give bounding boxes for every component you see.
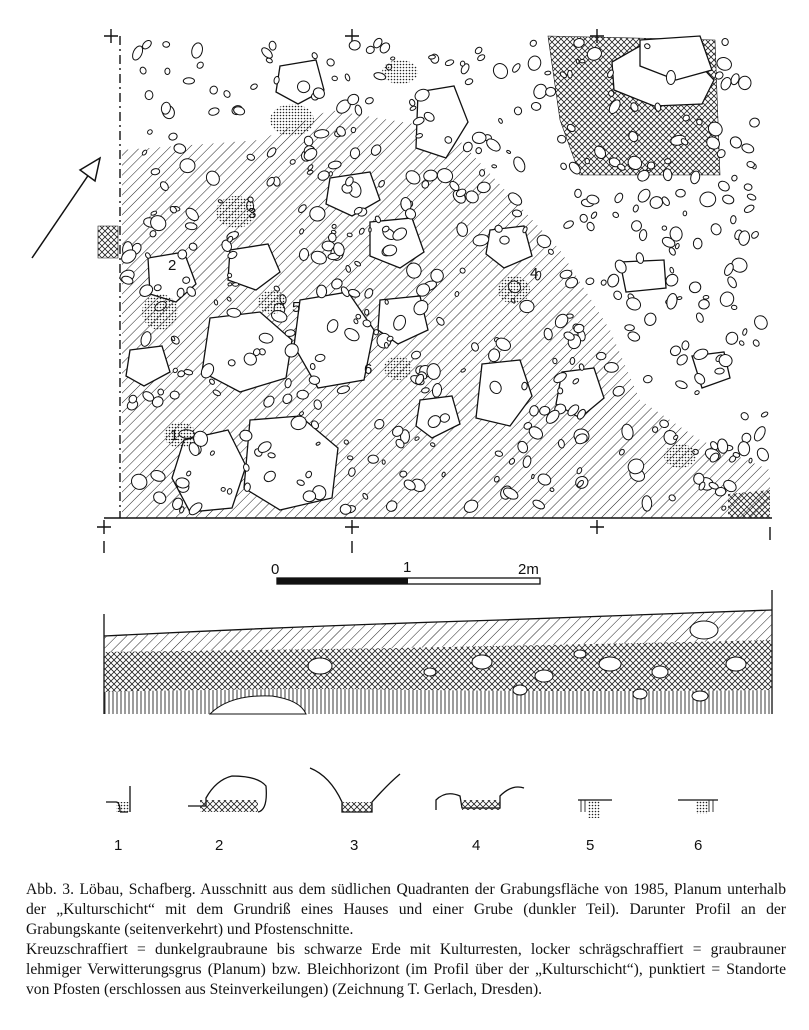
small-stone — [749, 458, 753, 463]
caption-paragraph-2: Kreuzschraffiert = dunkelgraubraune bis schwarze Erde mit Kulturresten, locker schrägschraffiert = graubrauner lehmiger Verwitterungsgrus (Planum) bzw. Bleichhorizont (im Profil über der „Kulturschicht“), punktiert = Standorte von Pfosten (erschlossen aus Steinverkeilungen) (Zeichnung T. Gerlach, Dresden). — [26, 941, 786, 998]
post-label-6: 6 — [694, 837, 703, 854]
small-stone — [746, 193, 756, 201]
small-stone — [209, 85, 219, 95]
post-label-4: 4 — [472, 837, 481, 854]
scale-bar — [271, 559, 540, 584]
small-stone — [731, 305, 737, 310]
small-stone — [492, 164, 497, 168]
small-stone — [642, 496, 652, 512]
small-stone — [722, 38, 729, 46]
small-stone — [491, 61, 511, 81]
small-stone — [613, 192, 624, 204]
small-stone — [399, 470, 407, 477]
small-stone — [472, 132, 486, 143]
small-stone — [606, 273, 621, 289]
small-stone — [373, 329, 379, 335]
small-stone — [382, 460, 385, 465]
stippled-area-a — [270, 104, 314, 136]
small-stone — [717, 179, 732, 193]
post-label-3: 3 — [350, 837, 359, 854]
small-stone — [477, 54, 486, 62]
small-stone — [183, 78, 194, 84]
small-stone — [730, 215, 736, 224]
small-stone — [742, 328, 748, 336]
small-stone — [316, 285, 326, 298]
posthole-1 — [164, 422, 196, 448]
small-stone — [157, 388, 164, 395]
small-stone — [652, 426, 658, 433]
small-stone — [180, 159, 195, 173]
small-stone — [250, 83, 258, 91]
small-stone — [409, 99, 416, 107]
small-stone — [464, 78, 473, 86]
small-stone — [693, 238, 702, 249]
small-stone — [385, 300, 389, 305]
small-stone — [309, 206, 325, 221]
small-stone — [665, 293, 678, 311]
plan-view — [32, 29, 772, 553]
small-stone — [612, 211, 620, 218]
small-stone — [163, 41, 170, 47]
small-stone — [460, 61, 465, 67]
small-stone — [604, 362, 618, 372]
small-stone — [351, 127, 356, 133]
small-stone — [428, 55, 435, 60]
post-section-labels — [114, 837, 702, 854]
post-section-1 — [106, 786, 130, 812]
small-stone — [677, 296, 682, 300]
small-stone — [170, 391, 179, 399]
small-stone — [643, 312, 657, 327]
small-stone — [427, 363, 441, 379]
small-stone — [752, 339, 760, 348]
small-stone — [739, 340, 745, 346]
small-stone — [531, 474, 534, 479]
posthole-2 — [142, 294, 178, 330]
small-stone — [715, 368, 725, 375]
small-stone — [600, 279, 607, 286]
small-stone — [368, 455, 379, 464]
small-stone — [726, 275, 738, 289]
caption-paragraph-1: Abb. 3. Löbau, Schafberg. Ausschnitt aus dem südlichen Quadranten der Grabungsfläche von 1985, Planum unterhalb der „Kulturschicht“ mit dem Grundriß eines Hauses und einer Grube (dunkler Teil). Darunter Profil an der Grabungskante (seitenverkehrt) und Pfostenschnitte. — [26, 881, 786, 938]
small-stone — [665, 159, 671, 164]
north-arrow-icon — [32, 158, 100, 258]
posthole-label-6: 6 — [364, 361, 373, 378]
small-stone — [585, 277, 594, 285]
small-stone — [349, 40, 361, 51]
stippled-area-b — [382, 60, 418, 84]
small-stone — [511, 62, 521, 73]
small-stone — [409, 105, 416, 111]
small-stone — [269, 41, 277, 51]
small-stone — [514, 106, 523, 115]
scale-tick-2m: 2m — [518, 561, 539, 578]
small-stone — [669, 267, 674, 274]
small-stone — [715, 55, 733, 72]
small-stone — [612, 290, 623, 301]
small-stone — [752, 425, 767, 443]
small-stone — [761, 411, 769, 418]
small-stone — [567, 70, 572, 78]
small-stone — [585, 158, 590, 164]
small-stone — [731, 174, 738, 182]
small-stone — [221, 487, 225, 491]
small-stone — [244, 483, 251, 492]
small-stone — [512, 155, 527, 173]
small-stone — [724, 330, 740, 346]
small-stone — [675, 379, 689, 390]
small-stone — [749, 117, 761, 128]
small-stone — [531, 102, 541, 111]
small-stone — [190, 42, 204, 59]
small-stone — [328, 233, 336, 242]
small-stone — [741, 142, 755, 154]
post-label-1: 1 — [114, 837, 123, 854]
small-stone — [479, 169, 484, 176]
small-stone — [228, 282, 233, 286]
small-stone — [579, 213, 589, 223]
small-stone — [608, 90, 614, 96]
small-stone — [557, 388, 563, 394]
small-stone — [750, 230, 760, 239]
small-stone — [738, 76, 751, 90]
small-stone — [527, 55, 543, 72]
small-stone — [521, 382, 527, 390]
post-label-2: 2 — [215, 837, 224, 854]
small-stone — [743, 204, 755, 214]
small-stone — [347, 455, 353, 460]
small-stone — [266, 57, 274, 64]
small-stone — [639, 229, 648, 241]
small-stone — [145, 91, 153, 100]
small-stone — [297, 390, 309, 399]
small-stone — [365, 309, 369, 315]
small-stone — [326, 57, 336, 67]
posthole-5 — [258, 290, 286, 314]
small-stone — [500, 236, 510, 244]
small-stone — [545, 71, 551, 75]
small-stone — [683, 211, 687, 216]
small-stone — [139, 66, 147, 75]
profile-section — [104, 590, 772, 714]
small-stone — [552, 358, 557, 364]
small-stone — [498, 118, 503, 124]
post-section-3 — [310, 768, 400, 812]
small-stone — [347, 233, 353, 237]
small-stone — [365, 97, 375, 105]
small-stone — [560, 162, 568, 170]
small-stone — [681, 340, 690, 350]
small-stone — [232, 283, 238, 287]
small-stone — [311, 52, 318, 60]
small-stone — [709, 222, 722, 236]
small-stone — [625, 295, 643, 312]
small-stone — [746, 161, 755, 169]
small-stone — [643, 375, 653, 384]
small-stone — [474, 46, 483, 55]
small-stone — [625, 324, 635, 330]
posthole-label-1: 1 — [170, 427, 179, 444]
small-stone — [662, 225, 668, 231]
small-stone — [196, 61, 205, 70]
posthole-6 — [384, 356, 412, 380]
small-stone — [627, 330, 641, 342]
small-stone — [744, 183, 753, 191]
small-stone — [390, 57, 395, 61]
small-stone — [310, 363, 316, 370]
post-section-4 — [436, 787, 524, 810]
scale-tick-1: 1 — [403, 559, 412, 576]
small-stone — [698, 299, 710, 310]
crosshatched-patch-left — [98, 226, 118, 258]
small-stone — [475, 147, 482, 154]
small-stone — [570, 357, 575, 364]
small-stone — [722, 194, 735, 205]
small-stone — [147, 129, 154, 135]
small-stone — [675, 243, 680, 249]
figure-caption — [26, 880, 786, 1000]
small-stone — [168, 132, 178, 141]
posthole-label-5: 5 — [292, 299, 301, 316]
small-stone — [576, 59, 579, 64]
small-stone — [574, 189, 581, 198]
posthole-label-4: 4 — [530, 265, 539, 282]
small-stone — [586, 221, 596, 232]
small-stone — [632, 204, 639, 212]
small-stone — [580, 59, 585, 63]
post-label-5: 5 — [586, 837, 595, 854]
post-section-6 — [678, 800, 718, 814]
small-stone — [506, 150, 511, 154]
small-stone — [666, 70, 675, 84]
small-stone — [208, 107, 220, 117]
small-stone — [695, 312, 705, 323]
small-stone — [676, 189, 686, 197]
small-stone — [165, 68, 170, 75]
small-stone — [752, 313, 770, 331]
small-stone — [728, 135, 744, 151]
small-stone — [223, 89, 232, 98]
small-stone — [228, 359, 235, 366]
posthole-label-2: 2 — [168, 257, 177, 274]
small-stone — [557, 134, 567, 144]
small-stone — [340, 504, 352, 515]
small-stone — [740, 411, 750, 421]
posthole-label-3: 3 — [248, 205, 257, 222]
small-stone — [703, 295, 709, 299]
small-stone — [698, 191, 717, 209]
post-section-2 — [188, 776, 266, 812]
small-stone — [694, 390, 700, 395]
small-stone — [384, 342, 389, 348]
small-stone — [563, 219, 575, 230]
small-stone — [590, 211, 598, 219]
small-stone — [529, 39, 538, 48]
posthole-4 — [498, 276, 530, 304]
crosshatched-patch-br — [728, 490, 770, 518]
scale-tick-0: 0 — [271, 561, 280, 578]
small-stone — [688, 280, 702, 294]
small-stone — [227, 488, 232, 494]
stippled-area-c — [664, 444, 696, 468]
post-section-5 — [578, 800, 612, 818]
small-stone — [332, 76, 338, 81]
post-sections — [106, 768, 718, 818]
small-stone — [648, 195, 664, 211]
small-stone — [596, 352, 606, 360]
small-stone — [755, 446, 771, 463]
small-stone — [344, 73, 350, 81]
small-stone — [444, 59, 454, 67]
small-stone — [369, 228, 372, 232]
